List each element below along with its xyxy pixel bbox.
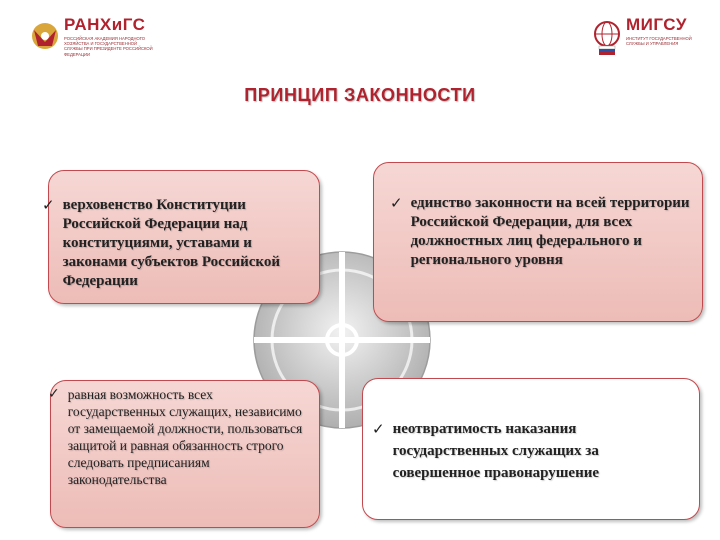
migsu-logo-name: МИГСУ bbox=[626, 15, 687, 34]
principle-item-top-left bbox=[42, 196, 302, 291]
slide-title: ПРИНЦИП ЗАКОННОСТИ bbox=[244, 85, 476, 105]
principle-item-top-right bbox=[390, 194, 702, 270]
principle-text-top-left: верховенство Конституции Российской Федерации над конституциями, уставами и законами субъектов Российской Федерации bbox=[62, 197, 281, 289]
checkmark-icon: ✓ bbox=[390, 194, 403, 212]
migsu-logo bbox=[592, 16, 706, 56]
globe-emblem-icon bbox=[592, 16, 622, 56]
principle-text-bottom-right: неотвратимость наказания государственных служащих за совершенное правонарушение bbox=[392, 421, 600, 481]
principle-item-bottom-right bbox=[372, 418, 672, 484]
eagle-emblem-icon bbox=[30, 16, 60, 56]
principle-item-bottom-left bbox=[48, 386, 310, 488]
migsu-logo-subtitle: ИНСТИТУТ ГОСУДАРСТВЕННОЙ СЛУЖБЫ И УПРАВЛЕНИЯ bbox=[626, 36, 692, 47]
principle-text-top-right: единство законности на всей территории Российской Федерации, для всех должностных лиц федерального и регионального уровня bbox=[410, 195, 690, 268]
checkmark-icon: ✓ bbox=[42, 196, 55, 214]
checkmark-icon: ✓ bbox=[48, 386, 60, 402]
checkmark-icon: ✓ bbox=[372, 420, 385, 438]
ranepa-logo-subtitle: РОССИЙСКАЯ АКАДЕМИЯ НАРОДНОГО ХОЗЯЙСТВА И ГОСУДАРСТВЕННОЙ СЛУЖБЫ ПРИ ПРЕЗИДЕНТЕ РОССИЙСКОЙ ФЕДЕРАЦИИ bbox=[64, 36, 153, 57]
ranepa-logo bbox=[30, 16, 156, 57]
principle-text-bottom-left: равная возможность всех государственных служащих, независимо от замещаемой должности, пользоваться защитой и равная обязанность строго следовать предписаниям законодательства bbox=[67, 387, 303, 487]
ranepa-logo-name: РАНХиГС bbox=[64, 15, 146, 34]
